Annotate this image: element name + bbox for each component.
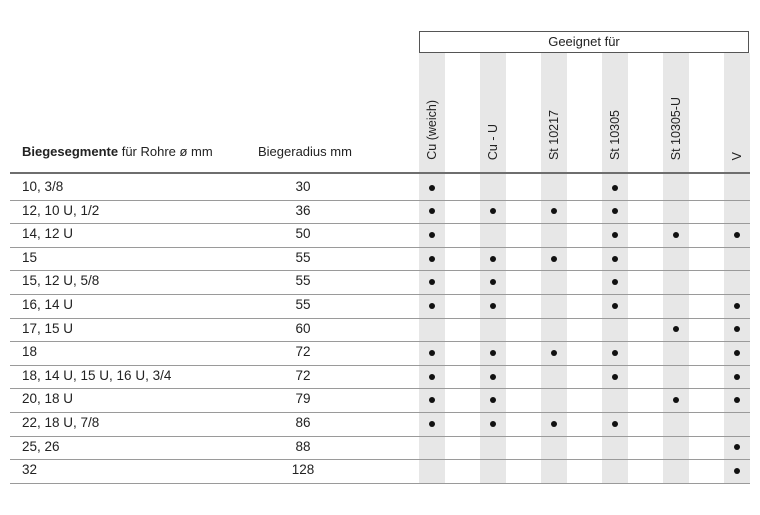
- suitability-dot: [612, 421, 618, 427]
- segments-cell: 22, 18 U, 7/8: [22, 415, 100, 430]
- segments-cell: 10, 3/8: [22, 179, 64, 194]
- row-divider: [10, 483, 750, 484]
- suitability-dot: [612, 374, 618, 380]
- suitability-dot: [490, 256, 496, 262]
- row-divider: [10, 270, 750, 271]
- suitability-dot: [429, 232, 435, 238]
- radius-cell: 72: [295, 367, 311, 383]
- radius-cell: 30: [295, 179, 311, 194]
- segments-cell: 15: [22, 249, 38, 265]
- suitability-dot: [734, 468, 740, 474]
- row-divider: [10, 294, 750, 295]
- suitability-dot: [612, 232, 618, 238]
- material-header-label: St 10217: [547, 109, 561, 160]
- material-header: [663, 40, 689, 160]
- radius-cell: 128: [291, 462, 315, 478]
- material-header: [602, 40, 628, 160]
- suitability-dot: [551, 350, 557, 356]
- suitability-dot: [429, 303, 435, 309]
- material-header: [724, 40, 750, 160]
- material-header: [541, 40, 567, 160]
- suitability-dot: [734, 232, 740, 238]
- material-header-label: Cu - U: [486, 123, 500, 160]
- segments-header-bold: Biegesegmente: [22, 144, 119, 159]
- row-divider: [10, 223, 750, 224]
- radius-cell: 72: [295, 344, 311, 360]
- radius-cell: 55: [295, 273, 311, 289]
- suitability-dot: [734, 350, 740, 356]
- suitability-dot: [673, 232, 679, 238]
- row-divider: [10, 388, 750, 389]
- segments-cell: 14, 12 U: [22, 226, 74, 242]
- suitability-dot: [551, 256, 557, 262]
- suitability-dot: [429, 256, 435, 262]
- suitability-dot: [490, 303, 496, 309]
- suitability-dot: [551, 421, 557, 427]
- material-header-label: St 10305-U: [669, 96, 683, 160]
- suitability-dot: [429, 421, 435, 427]
- suitability-dot: [429, 185, 435, 191]
- material-header-label: V: [730, 151, 744, 160]
- suitability-dot: [612, 303, 618, 309]
- row-divider: [10, 459, 750, 460]
- material-header: [419, 40, 445, 160]
- segments-cell: 17, 15 U: [22, 320, 74, 336]
- suitability-dot: [429, 350, 435, 356]
- suitability-dot: [490, 350, 496, 356]
- suitability-dot: [734, 374, 740, 380]
- segments-cell: 15, 12 U, 5/8: [22, 273, 100, 289]
- suitability-dot: [612, 256, 618, 262]
- segments-column-header: [22, 144, 213, 159]
- segments-cell: 25, 26: [22, 438, 60, 454]
- row-divider: [10, 200, 750, 201]
- row-divider: [10, 365, 750, 366]
- radius-cell: 79: [295, 391, 311, 407]
- material-header-label: Cu (weich): [425, 100, 439, 160]
- row-divider: [10, 412, 750, 413]
- radius-cell: 55: [295, 297, 311, 312]
- radius-cell: 55: [295, 249, 311, 265]
- material-header-label: St 10305: [608, 109, 622, 160]
- radius-column-header: Biegeradius mm: [258, 144, 352, 159]
- suitability-dot: [612, 350, 618, 356]
- suitability-dot: [429, 374, 435, 380]
- segments-cell: 20, 18 U: [22, 391, 74, 407]
- row-divider: [10, 247, 750, 248]
- radius-cell: 50: [295, 226, 311, 242]
- segments-cell: 12, 10 U, 1/2: [22, 202, 100, 218]
- header-divider: [10, 172, 750, 174]
- radius-cell: 86: [295, 415, 311, 430]
- material-header: [480, 40, 506, 160]
- suitability-dot: [490, 421, 496, 427]
- suitable-for-group-header: Geeignet für: [419, 31, 749, 53]
- segments-cell: 18: [22, 344, 38, 360]
- row-divider: [10, 436, 750, 437]
- radius-cell: 36: [295, 202, 311, 218]
- radius-cell: 60: [295, 320, 311, 336]
- row-divider: [10, 318, 750, 319]
- suitability-dot: [734, 303, 740, 309]
- segments-cell: 18, 14 U, 15 U, 16 U, 3/4: [22, 367, 172, 383]
- row-divider: [10, 341, 750, 342]
- segments-header-rest: für Rohre ø mm: [118, 144, 213, 159]
- suitability-dot: [612, 185, 618, 191]
- segments-cell: 32: [22, 462, 38, 478]
- radius-cell: 88: [295, 438, 311, 454]
- segments-cell: 16, 14 U: [22, 297, 74, 312]
- suitability-dot: [490, 374, 496, 380]
